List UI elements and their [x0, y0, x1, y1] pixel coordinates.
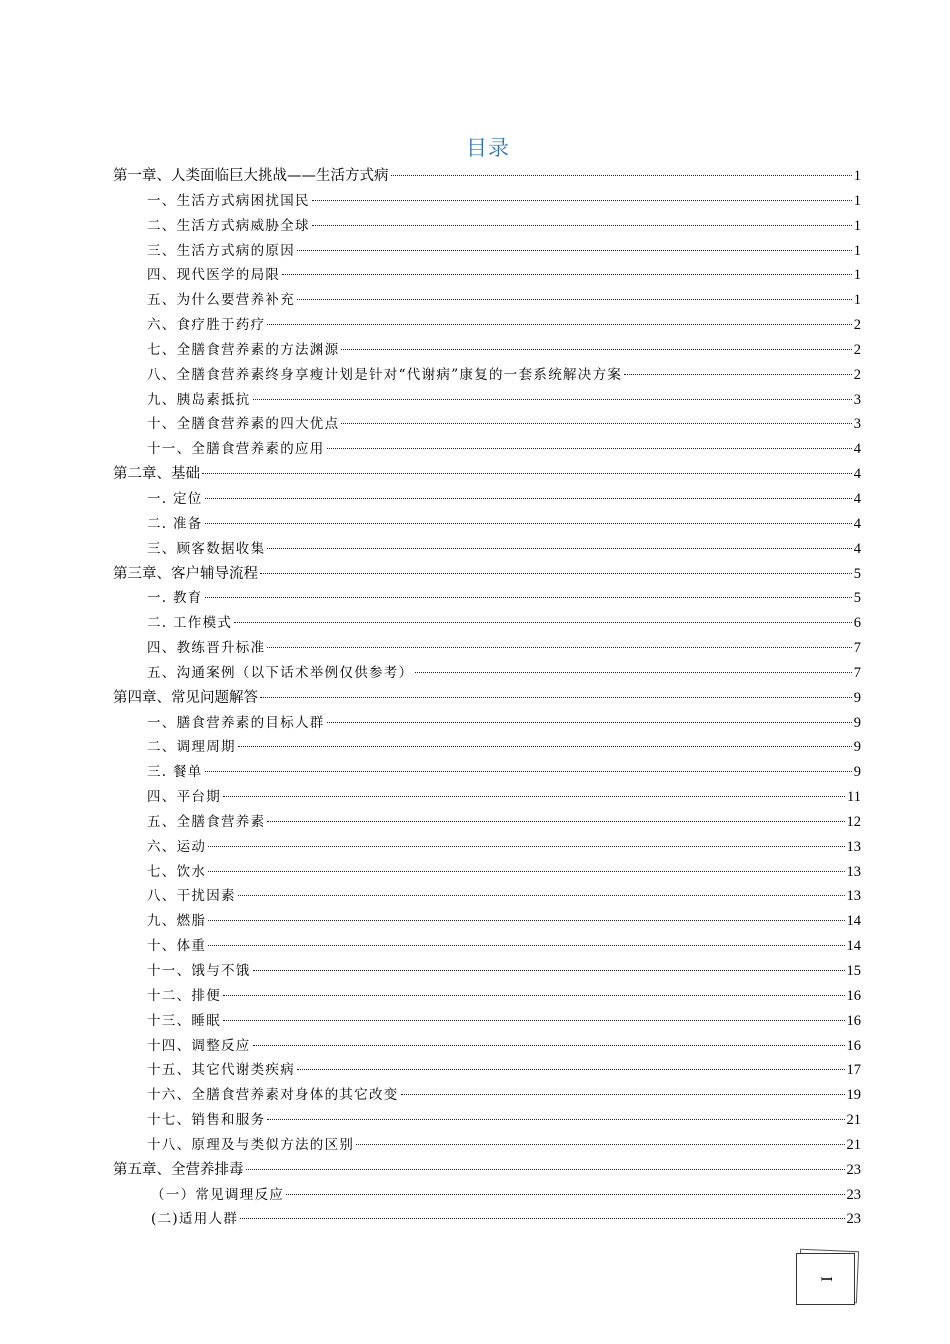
toc-section-entry[interactable]: [113, 711, 861, 736]
toc-dot-leader: [238, 895, 845, 896]
page-badge-frame: [796, 1253, 855, 1305]
toc-section-entry[interactable]: [113, 810, 861, 835]
toc-dot-leader: [208, 945, 844, 946]
toc-entry-page: 1: [853, 267, 861, 284]
toc-entry-page: 1: [853, 192, 861, 209]
toc-entry-title: 二. 准备: [147, 515, 203, 532]
toc-entry-title: 第一章、人类面临巨大挑战——生活方式病: [113, 168, 389, 184]
toc-entry-page: 4: [853, 490, 861, 507]
toc-dot-leader: [208, 846, 844, 847]
toc-entry-title: 七、饮水: [147, 863, 207, 880]
toc-title: 目录: [466, 136, 510, 160]
toc-dot-leader: [260, 573, 852, 574]
toc-entry-page: 23: [846, 1186, 861, 1203]
toc-dot-leader: [223, 796, 845, 797]
toc-entry-title: 十、体重: [147, 938, 207, 955]
toc-dot-leader: [202, 473, 852, 474]
toc-dot-leader: [415, 672, 851, 673]
toc-section-entry[interactable]: [113, 586, 861, 611]
toc-entry-title: 第五章、全营养排毒: [113, 1161, 244, 1178]
toc-dot-leader: [297, 1069, 845, 1070]
toc-section-entry[interactable]: [113, 487, 861, 512]
table-of-contents: [113, 164, 861, 1232]
toc-entry-title: 十五、其它代谢类疾病: [147, 1062, 295, 1079]
toc-entry-title: 三、顾客数据收集: [147, 540, 266, 557]
toc-entry-title: 十六、全膳食营养素对身体的其它改变: [147, 1087, 399, 1104]
toc-chapter-entry[interactable]: [113, 562, 861, 587]
toc-section-entry[interactable]: [113, 412, 861, 437]
toc-entry-title: 二. 工作模式: [147, 615, 233, 632]
toc-dot-leader: [267, 821, 844, 822]
page-number: I: [817, 1276, 835, 1282]
toc-section-entry[interactable]: [113, 934, 861, 959]
toc-dot-leader: [624, 374, 852, 375]
toc-dot-leader: [234, 622, 852, 623]
toc-entry-page: 14: [846, 913, 861, 930]
toc-entry-title: 十、全膳食营养素的四大优点: [147, 416, 340, 433]
toc-dot-leader: [267, 548, 851, 549]
toc-dot-leader: [205, 771, 852, 772]
toc-entry-page: 16: [846, 1037, 861, 1054]
toc-dot-leader: [205, 498, 852, 499]
toc-entry-title: 五、沟通案例（以下话术举例仅供参考）: [147, 664, 414, 681]
toc-entry-page: 21: [846, 1136, 861, 1153]
toc-dot-leader: [208, 920, 844, 921]
toc-section-entry[interactable]: [113, 785, 861, 810]
toc-entry-page: 7: [853, 640, 861, 657]
toc-dot-leader: [267, 324, 851, 325]
toc-entry-page: 23: [846, 1211, 861, 1228]
toc-entry-title: 四、现代医学的局限: [147, 267, 281, 284]
toc-entry-title: 九、胰岛素抵抗: [147, 391, 251, 408]
toc-section-entry[interactable]: [113, 884, 861, 909]
toc-entry-page: 1: [853, 168, 861, 184]
toc-entry-title: 四、教练晋升标准: [147, 640, 266, 657]
toc-dot-leader: [286, 1194, 844, 1195]
toc-entry-title: 六、运动: [147, 838, 207, 855]
toc-section-entry[interactable]: [113, 1034, 861, 1059]
toc-dot-leader: [327, 722, 852, 723]
toc-dot-leader: [240, 1218, 844, 1219]
toc-dot-leader: [260, 697, 852, 698]
toc-dot-leader: [253, 970, 845, 971]
toc-section-entry[interactable]: [113, 1009, 861, 1034]
toc-entry-page: 1: [853, 217, 861, 234]
toc-entry-title: （一）常见调理反应: [151, 1186, 285, 1203]
toc-entry-page: 13: [846, 888, 861, 905]
toc-section-entry[interactable]: [113, 363, 861, 388]
toc-entry-title: 十四、调整反应: [147, 1037, 251, 1054]
toc-entry-title: 十二、排便: [147, 987, 221, 1004]
toc-entry-page: 23: [846, 1161, 861, 1178]
toc-entry-page: 2: [853, 341, 861, 358]
toc-chapter-entry[interactable]: [113, 462, 861, 487]
toc-section-entry[interactable]: [113, 1183, 861, 1208]
toc-dot-leader: [401, 1094, 845, 1095]
toc-section-entry[interactable]: [113, 388, 861, 413]
toc-entry-page: 6: [853, 615, 861, 632]
toc-section-entry[interactable]: [113, 512, 861, 537]
toc-section-entry[interactable]: [113, 661, 861, 686]
toc-entry-page: 9: [853, 739, 861, 756]
toc-entry-title: 一. 教育: [147, 590, 203, 607]
toc-section-entry[interactable]: [113, 1108, 861, 1133]
toc-dot-leader: [253, 399, 852, 400]
toc-entry-title: 三、生活方式病的原因: [147, 242, 295, 259]
toc-dot-leader: [246, 1169, 845, 1170]
toc-entry-page: 2: [853, 317, 861, 334]
toc-section-entry[interactable]: [113, 437, 861, 462]
toc-dot-leader: [238, 746, 852, 747]
toc-dot-leader: [223, 1020, 845, 1021]
toc-dot-leader: [267, 1119, 844, 1120]
toc-section-entry[interactable]: [113, 214, 861, 239]
toc-entry-title: 五、为什么要营养补充: [147, 292, 295, 309]
toc-entry-page: 12: [846, 813, 861, 830]
toc-entry-page: 15: [846, 963, 861, 979]
toc-entry-page: 3: [853, 416, 861, 433]
toc-section-entry[interactable]: [113, 984, 861, 1009]
toc-dot-leader: [312, 200, 852, 201]
toc-dot-leader: [205, 523, 852, 524]
page-number-badge: [796, 1250, 858, 1304]
toc-entry-page: 21: [846, 1112, 861, 1129]
toc-entry-page: 1: [853, 292, 861, 309]
toc-entry-title: 五、全膳食营养素: [147, 813, 266, 830]
toc-entry-title: 第四章、常见问题解答: [113, 689, 258, 706]
toc-entry-page: 9: [853, 764, 861, 781]
toc-entry-page: 17: [846, 1062, 861, 1079]
toc-entry-title: 二、调理周期: [147, 739, 236, 756]
toc-entry-page: 14: [846, 938, 861, 955]
toc-entry-title: 十一、饿与不饿: [147, 963, 251, 979]
toc-entry-page: 2: [853, 366, 861, 383]
toc-dot-leader: [282, 274, 852, 275]
toc-section-entry[interactable]: [113, 263, 861, 288]
toc-entry-page: 16: [846, 1012, 861, 1029]
toc-entry-title: 七、全膳食营养素的方法渊源: [147, 341, 340, 358]
toc-entry-page: 3: [853, 391, 861, 408]
toc-section-entry[interactable]: [113, 735, 861, 760]
toc-entry-title: 三. 餐单: [147, 764, 203, 781]
toc-section-entry[interactable]: [113, 1058, 861, 1083]
toc-entry-page: 9: [853, 714, 861, 731]
toc-dot-leader: [205, 597, 852, 598]
toc-section-entry[interactable]: [113, 835, 861, 860]
toc-dot-leader: [312, 225, 852, 226]
toc-dot-leader: [223, 995, 845, 996]
toc-dot-leader: [341, 423, 851, 424]
toc-section-entry[interactable]: [113, 909, 861, 934]
toc-entry-title: 第三章、客户辅导流程: [113, 565, 258, 582]
toc-entry-title: 九、燃脂: [147, 913, 207, 930]
toc-entry-title: 六、食疗胜于药疗: [147, 317, 266, 334]
toc-entry-page: 16: [846, 987, 861, 1004]
toc-entry-title: 八、干扰因素: [147, 888, 236, 905]
toc-section-entry[interactable]: [113, 288, 861, 313]
toc-entry-page: 13: [846, 838, 861, 855]
toc-entry-title: 十一、全膳食营养素的应用: [147, 441, 325, 458]
toc-entry-page: 9: [853, 689, 861, 706]
toc-dot-leader: [253, 1045, 845, 1046]
toc-entry-title: 第二章、基础: [113, 466, 200, 483]
toc-section-entry[interactable]: [113, 760, 861, 785]
toc-entry-page: 13: [846, 863, 861, 880]
toc-section-entry[interactable]: [113, 537, 861, 562]
toc-chapter-entry[interactable]: [113, 686, 861, 711]
toc-entry-title: 四、平台期: [147, 789, 221, 806]
toc-dot-leader: [391, 175, 852, 176]
toc-entry-page: 19: [846, 1087, 861, 1104]
toc-entry-page: 1: [853, 242, 861, 259]
toc-section-entry[interactable]: [113, 1207, 861, 1232]
toc-entry-title: 一、生活方式病困扰国民: [147, 192, 310, 209]
toc-entry-title: 十八、原理及与类似方法的区别: [147, 1136, 355, 1153]
toc-dot-leader: [356, 1144, 844, 1145]
toc-entry-title: 一. 定位: [147, 490, 203, 507]
toc-section-entry[interactable]: [113, 338, 861, 363]
toc-section-entry[interactable]: [113, 313, 861, 338]
toc-entry-title: 八、全膳食营养素终身享瘦计划是针对“代谢病”康复的一套系统解决方案: [147, 366, 623, 383]
toc-chapter-entry[interactable]: [113, 1158, 861, 1183]
toc-dot-leader: [208, 871, 844, 872]
toc-entry-title: 十三、睡眠: [147, 1012, 221, 1029]
toc-entry-page: 11: [847, 789, 861, 806]
toc-dot-leader: [267, 647, 851, 648]
toc-entry-page: 4: [853, 515, 861, 532]
toc-section-entry[interactable]: [113, 611, 861, 636]
toc-dot-leader: [297, 299, 852, 300]
toc-entry-title: (二)适用人群: [151, 1211, 239, 1228]
toc-entry-page: 4: [853, 540, 861, 557]
toc-section-entry[interactable]: [113, 1133, 861, 1158]
toc-chapter-entry[interactable]: [113, 164, 861, 189]
toc-section-entry[interactable]: [113, 1083, 861, 1108]
toc-section-entry[interactable]: [113, 860, 861, 885]
toc-dot-leader: [341, 349, 851, 350]
toc-entry-title: 二、生活方式病威胁全球: [147, 217, 310, 234]
toc-section-entry[interactable]: [113, 636, 861, 661]
toc-section-entry[interactable]: [113, 189, 861, 214]
toc-entry-title: 一、膳食营养素的目标人群: [147, 714, 325, 731]
toc-section-entry[interactable]: [113, 959, 861, 984]
toc-entry-page: 5: [853, 565, 861, 582]
toc-entry-page: 4: [853, 441, 861, 458]
toc-entry-page: 7: [853, 664, 861, 681]
toc-entry-page: 4: [853, 466, 861, 483]
toc-section-entry[interactable]: [113, 239, 861, 264]
toc-dot-leader: [297, 250, 852, 251]
toc-entry-title: 十七、销售和服务: [147, 1112, 266, 1129]
toc-entry-page: 5: [853, 590, 861, 607]
toc-dot-leader: [327, 448, 852, 449]
